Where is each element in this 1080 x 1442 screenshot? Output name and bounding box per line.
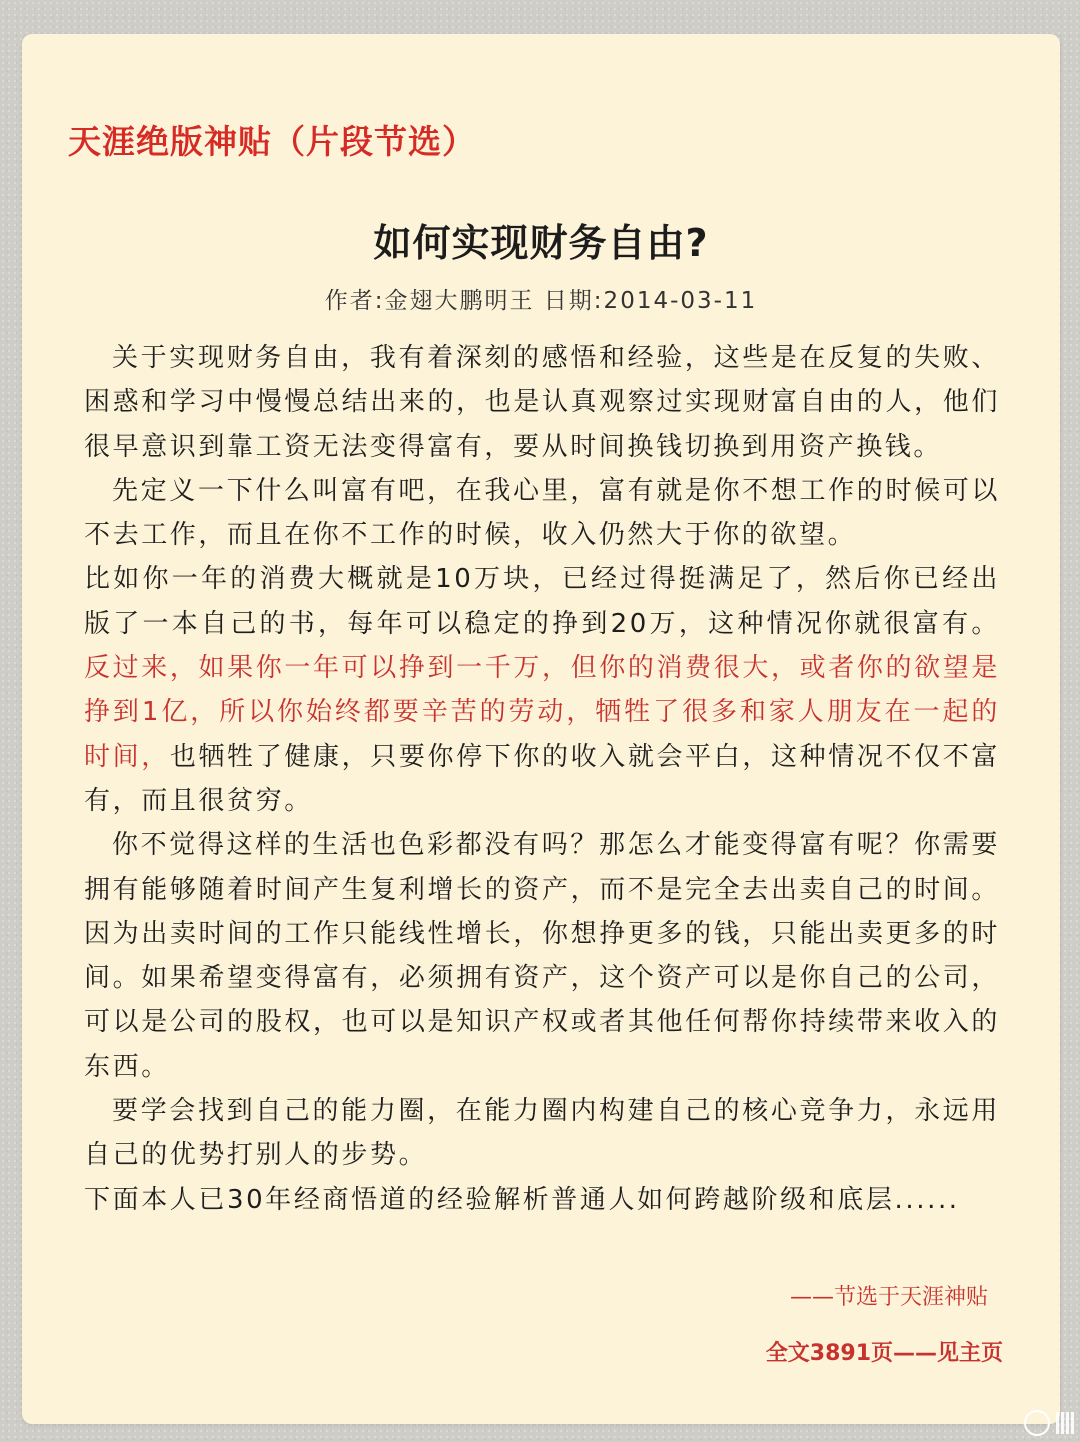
post-card (22, 34, 1060, 1424)
watermark-bar (1061, 1412, 1064, 1434)
attribution: ——节选于天涯神贴 (789, 1285, 988, 1310)
paragraph-3-tail: 也牺牲了健康，只要你停下你的收入就会平白，这种情况不仅不富有，而且很贫穷。 (84, 741, 1000, 816)
article-title: 如何实现财务自由? (373, 221, 709, 265)
paragraph-6: 下面本人已30年经商悟道的经验解析普通人如何跨越阶级和底层...... (84, 1184, 960, 1215)
comment-bubble-icon (1024, 1410, 1050, 1436)
full-text-link[interactable]: 全文3891页——见主页 (765, 1341, 1003, 1366)
paragraph-4: 你不觉得这样的生活也色彩都没有吗？那怎么才能变得富有呢？你需要拥有能够随着时间产生复利增长的资产，而不是完全去出卖自己的时间。因为出卖时间的工作只能线性增长，你想挣更多的钱，只能出卖更多的时间。如果希望变得富有，必须拥有资产，这个资产可以是你自己的公司，可以是公司的股权，也可以是知识产权或者其他任何帮你持续带来收入的东西。 (84, 830, 1000, 1082)
watermark-bar (1071, 1412, 1074, 1434)
paragraph-3-highlight: 反过来，如果你一年可以挣到一千万，但你的消费很大，或者你的欲望是挣到1亿，所以你始终都要辛苦的劳动，牺牲了很多和家人朋友在一起的时间， (84, 653, 1000, 772)
article-meta: 作者:金翅大鹏明王 日期:2014-03-11 (324, 288, 758, 314)
watermark-bar (1056, 1412, 1059, 1434)
paragraph-3-text: 比如你一年的消费大概就是10万块，已经过得挺满足了，然后你已经出版了一本自己的书，每年可以稳定的挣到20万，这种情况你就很富有。 (84, 564, 1000, 639)
paragraph-2: 先定义一下什么叫富有吧，在我心里，富有就是你不想工作的时候可以不去工作，而且在你不工作的时候，收入仍然大于你的欲望。 (84, 475, 1000, 551)
watermark-bar (1066, 1412, 1069, 1434)
watermark-icon (1024, 1408, 1074, 1438)
article-body (84, 336, 1000, 1222)
header-title: 天涯绝版神贴（片段节选） (68, 122, 476, 161)
paragraph-5: 要学会找到自己的能力圈，在能力圈内构建自己的核心竞争力，永远用自己的优势打别人的步势。 (84, 1096, 1000, 1171)
paragraph-3 (84, 557, 1000, 823)
paragraph-1: 关于实现财务自由，我有着深刻的感悟和经验，这些是在反复的失败、困惑和学习中慢慢总结出来的，也是认真观察过实现财富自由的人，他们很早意识到靠工资无法变得富有，要从时间换钱切换到用资产换钱。 (84, 343, 1000, 462)
